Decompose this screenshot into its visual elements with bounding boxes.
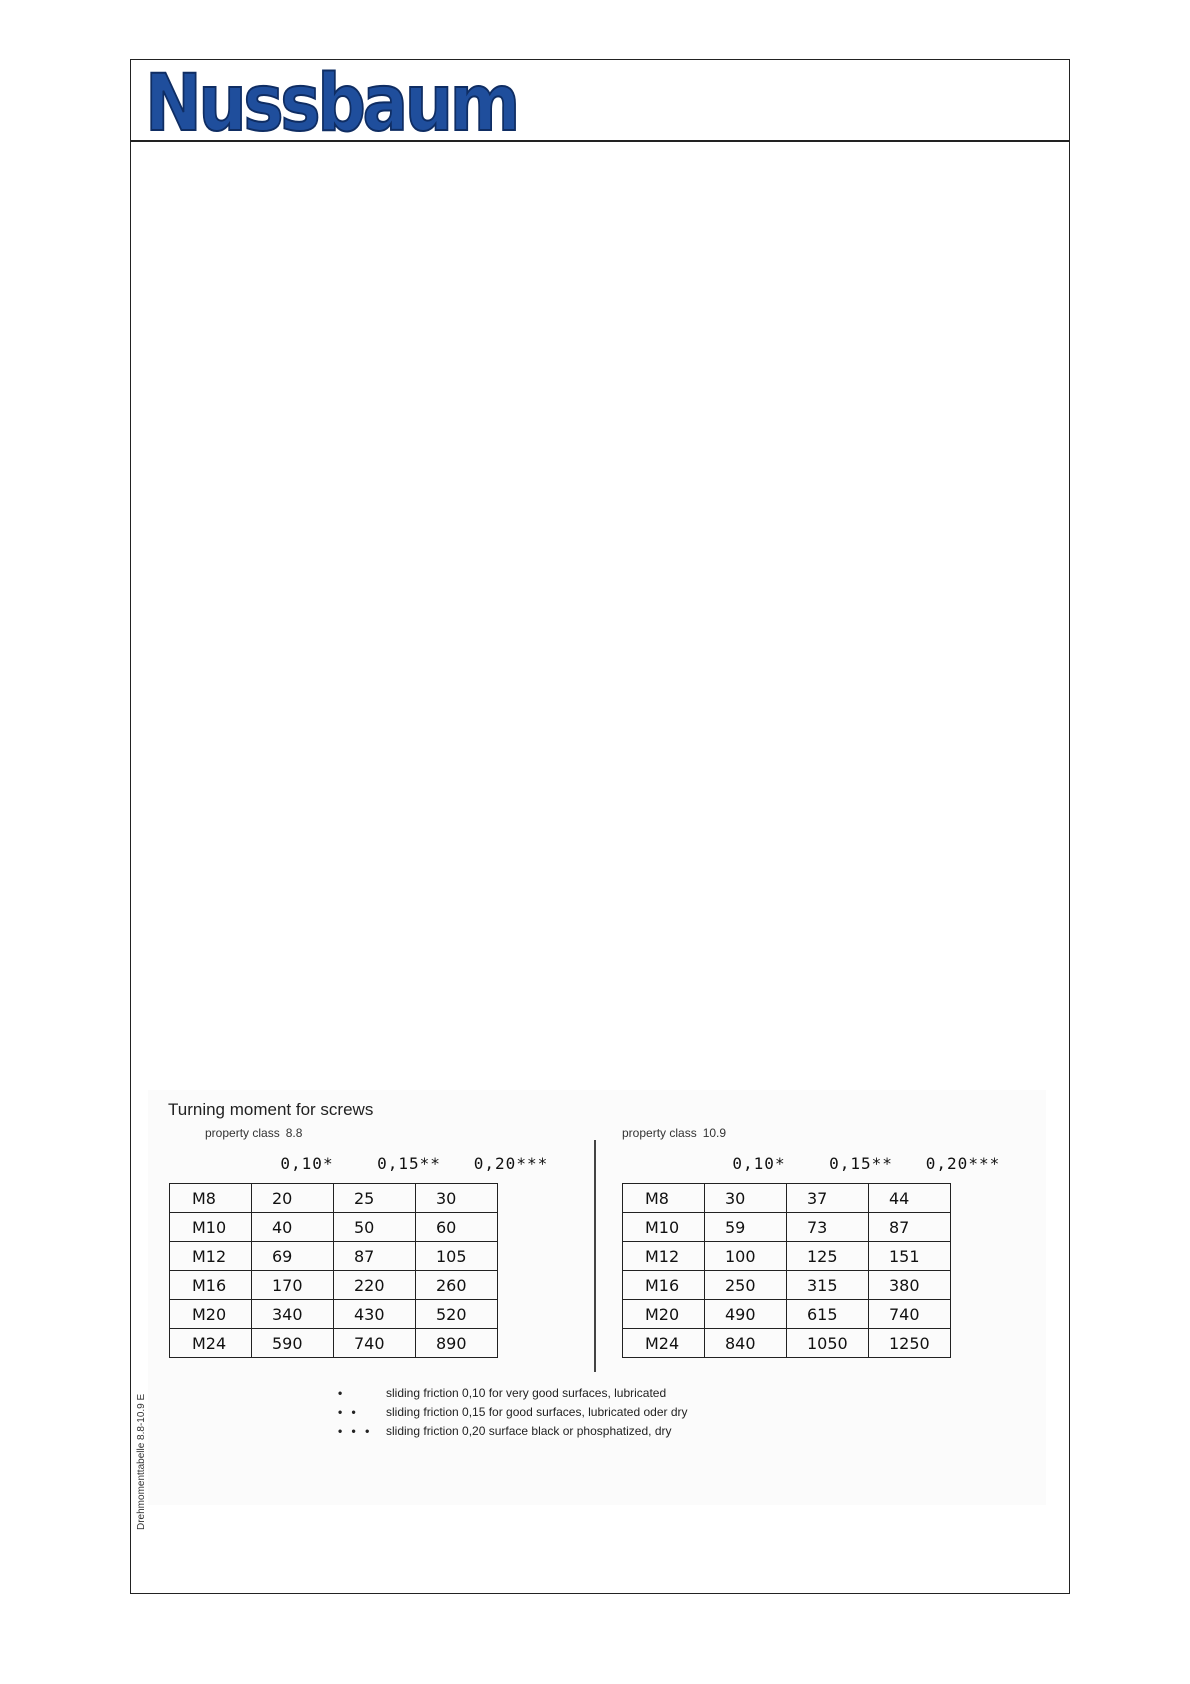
- footnote-text: sliding friction 0,10 for very good surfaces, lubricated: [386, 1386, 667, 1400]
- table-row: [623, 1271, 951, 1300]
- torque-value-cell: 20: [252, 1184, 334, 1213]
- nussbaum-logo: [141, 59, 521, 149]
- torque-value-cell: 890: [416, 1329, 498, 1358]
- torque-value-cell: 60: [416, 1213, 498, 1242]
- footnote: [338, 1424, 672, 1438]
- torque-value-cell: 170: [252, 1271, 334, 1300]
- footnote-text: sliding friction 0,20 surface black or phosphatized, dry: [386, 1424, 672, 1438]
- torque-value-cell: 1250: [869, 1329, 951, 1358]
- torque-table-8-8: [169, 1183, 498, 1358]
- torque-value-cell: 740: [334, 1329, 416, 1358]
- footnote-mark: • •: [338, 1405, 359, 1419]
- property-class-value: 10.9: [702, 1126, 727, 1140]
- torque-value-cell: 151: [869, 1242, 951, 1271]
- footnote-text: sliding friction 0,15 for good surfaces, lubricated oder dry: [386, 1405, 688, 1419]
- side-label: Drehmomenttabelle 8.8-10.9 E: [136, 1393, 147, 1530]
- friction-header: 0,20***: [473, 1154, 549, 1173]
- screw-size-cell: M16: [170, 1271, 252, 1300]
- torque-value-cell: 590: [252, 1329, 334, 1358]
- table-row: [170, 1300, 498, 1329]
- torque-table-10-9: [622, 1183, 951, 1358]
- torque-value-cell: 40: [252, 1213, 334, 1242]
- screw-size-cell: M10: [170, 1213, 252, 1242]
- table-row: [170, 1213, 498, 1242]
- screw-size-cell: M10: [623, 1213, 705, 1242]
- torque-value-cell: 250: [705, 1271, 787, 1300]
- torque-value-cell: 1050: [787, 1329, 869, 1358]
- friction-header: 0,10*: [732, 1154, 786, 1173]
- property-class-label-left: [205, 1126, 302, 1140]
- screw-size-cell: M12: [623, 1242, 705, 1271]
- torque-value-cell: 615: [787, 1300, 869, 1329]
- torque-value-cell: 315: [787, 1271, 869, 1300]
- torque-value-cell: 220: [334, 1271, 416, 1300]
- screw-size-cell: M16: [623, 1271, 705, 1300]
- screw-size-cell: M24: [623, 1329, 705, 1358]
- property-class-label-right: [622, 1126, 726, 1140]
- table-row: [170, 1184, 498, 1213]
- svg-text:Nussbaum: Nussbaum: [145, 59, 517, 149]
- torque-value-cell: 50: [334, 1213, 416, 1242]
- torque-value-cell: 840: [705, 1329, 787, 1358]
- footnote-mark: •: [338, 1386, 346, 1400]
- table-row: [623, 1329, 951, 1358]
- torque-value-cell: 105: [416, 1242, 498, 1271]
- table-divider: [594, 1140, 596, 1372]
- torque-value-cell: 87: [334, 1242, 416, 1271]
- torque-value-cell: 740: [869, 1300, 951, 1329]
- torque-value-cell: 44: [869, 1184, 951, 1213]
- table-row: [170, 1271, 498, 1300]
- torque-value-cell: 87: [869, 1213, 951, 1242]
- table-row: [623, 1242, 951, 1271]
- table-row: [170, 1329, 498, 1358]
- friction-header: 0,20***: [925, 1154, 1001, 1173]
- table-row: [623, 1300, 951, 1329]
- torque-value-cell: 490: [705, 1300, 787, 1329]
- page-frame: [130, 59, 1070, 1594]
- torque-value-cell: 520: [416, 1300, 498, 1329]
- screw-size-cell: M20: [623, 1300, 705, 1329]
- screw-size-cell: M12: [170, 1242, 252, 1271]
- property-class-text: property class: [622, 1126, 697, 1140]
- screw-size-cell: M8: [623, 1184, 705, 1213]
- screw-size-cell: M8: [170, 1184, 252, 1213]
- torque-value-cell: 73: [787, 1213, 869, 1242]
- torque-value-cell: 25: [334, 1184, 416, 1213]
- property-class-value: 8.8: [285, 1126, 303, 1140]
- property-class-text: property class: [205, 1126, 280, 1140]
- footnote: [338, 1405, 688, 1419]
- table-row: [170, 1242, 498, 1271]
- footnote: [338, 1386, 666, 1400]
- friction-header: 0,15**: [829, 1154, 893, 1173]
- table-row: [623, 1184, 951, 1213]
- torque-table-section: [136, 1090, 1046, 1530]
- screw-size-cell: M20: [170, 1300, 252, 1329]
- torque-value-cell: 340: [252, 1300, 334, 1329]
- screw-size-cell: M24: [170, 1329, 252, 1358]
- torque-value-cell: 260: [416, 1271, 498, 1300]
- page-header: [131, 59, 1069, 149]
- torque-value-cell: 69: [252, 1242, 334, 1271]
- torque-value-cell: 37: [787, 1184, 869, 1213]
- torque-value-cell: 100: [705, 1242, 787, 1271]
- section-title: Turning moment for screws: [168, 1100, 374, 1119]
- torque-value-cell: 430: [334, 1300, 416, 1329]
- table-row: [623, 1213, 951, 1242]
- friction-header: 0,10*: [280, 1154, 334, 1173]
- footnote-mark: • • •: [338, 1424, 373, 1438]
- friction-header: 0,15**: [377, 1154, 441, 1173]
- torque-value-cell: 380: [869, 1271, 951, 1300]
- torque-value-cell: 59: [705, 1213, 787, 1242]
- torque-value-cell: 30: [705, 1184, 787, 1213]
- torque-value-cell: 125: [787, 1242, 869, 1271]
- torque-value-cell: 30: [416, 1184, 498, 1213]
